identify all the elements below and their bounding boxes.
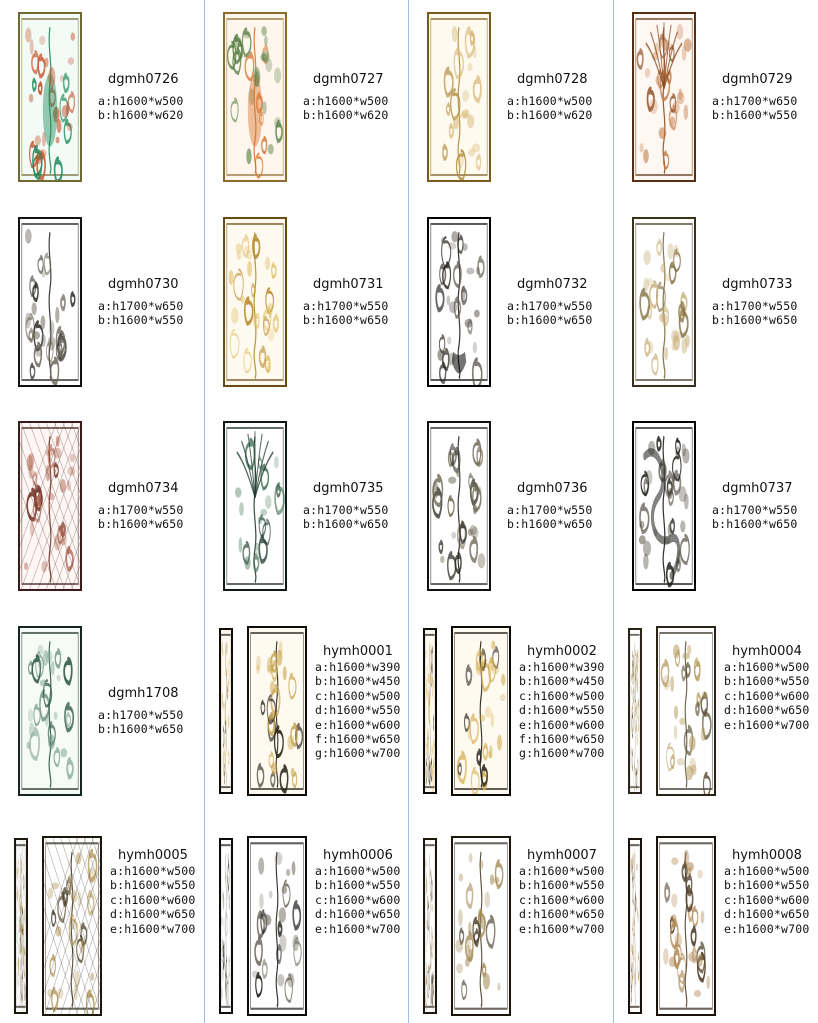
size-option: g:h1600*w700 xyxy=(519,746,605,761)
size-option: b:h1600*w650 xyxy=(507,313,593,328)
size-option: f:h1600*w650 xyxy=(519,732,605,747)
size-option: a:h1700*w650 xyxy=(712,94,798,108)
gate-panel-main-image xyxy=(656,836,716,1016)
product-code: hymh0006 xyxy=(323,848,393,863)
product-code: dgmh0736 xyxy=(517,481,588,496)
gate-panel-image xyxy=(427,12,491,182)
size-option: a:h1600*w500 xyxy=(110,864,196,878)
size-option: g:h1600*w700 xyxy=(315,746,401,761)
size-list xyxy=(303,503,388,532)
size-option: b:h1600*w650 xyxy=(98,517,184,532)
size-option: a:h1600*w500 xyxy=(315,864,401,878)
gate-panel-side-image xyxy=(423,838,437,1014)
gate-panel-image xyxy=(223,217,287,387)
product-tile xyxy=(0,614,204,818)
gate-panel-image xyxy=(632,217,696,387)
gate-panel-image xyxy=(18,421,82,591)
gate-panel-image xyxy=(223,12,287,182)
product-tile xyxy=(205,818,409,1022)
product-code: hymh0002 xyxy=(527,644,597,659)
gate-panel-image xyxy=(18,626,82,796)
size-option: b:h1600*w620 xyxy=(303,108,389,123)
size-option: b:h1600*w650 xyxy=(712,517,798,532)
size-option: b:h1600*w650 xyxy=(712,313,798,328)
size-option: b:h1600*w650 xyxy=(98,722,184,737)
product-code: dgmh0727 xyxy=(313,72,384,87)
product-code: dgmh0729 xyxy=(722,72,793,87)
size-option: b:h1600*w650 xyxy=(303,313,389,328)
product-tile xyxy=(0,205,204,409)
size-list xyxy=(98,94,183,123)
product-code: hymh0004 xyxy=(732,644,802,659)
size-option: a:h1700*w550 xyxy=(507,299,593,313)
gate-panel-side-image xyxy=(628,628,642,794)
size-option: a:h1700*w550 xyxy=(507,503,593,517)
product-tile xyxy=(205,614,409,818)
size-option: c:h1600*w500 xyxy=(519,688,605,703)
size-option: d:h1600*w550 xyxy=(315,703,401,718)
size-option: c:h1600*w500 xyxy=(315,688,401,703)
gate-panel-main-image xyxy=(247,836,307,1016)
size-option: b:h1600*w550 xyxy=(519,878,605,893)
size-option: e:h1600*w700 xyxy=(315,921,401,936)
size-list xyxy=(519,660,604,761)
gate-panel-main-image xyxy=(247,626,307,796)
product-tile xyxy=(205,0,409,204)
product-code: dgmh0737 xyxy=(722,481,793,496)
product-tile xyxy=(614,614,818,818)
product-tile xyxy=(0,0,204,204)
size-option: a:h1600*w500 xyxy=(98,94,184,108)
gate-panel-image xyxy=(632,12,696,182)
size-option: a:h1700*w650 xyxy=(98,299,184,313)
size-option: a:h1700*w550 xyxy=(712,503,798,517)
size-option: a:h1700*w550 xyxy=(303,299,389,313)
size-list xyxy=(98,299,183,328)
size-option: b:h1600*w550 xyxy=(315,878,401,893)
size-list xyxy=(315,864,400,936)
size-list xyxy=(303,94,388,123)
size-option: a:h1600*w390 xyxy=(315,660,401,674)
size-option: e:h1600*w700 xyxy=(519,921,605,936)
product-tile xyxy=(614,0,818,204)
product-code: dgmh0731 xyxy=(313,277,384,292)
size-option: e:h1600*w700 xyxy=(110,921,196,936)
size-option: b:h1600*w550 xyxy=(724,674,810,689)
size-list xyxy=(519,864,604,936)
gate-panel-main-image xyxy=(451,836,511,1016)
size-option: a:h1600*w500 xyxy=(303,94,389,108)
product-tile xyxy=(409,205,613,409)
size-option: e:h1600*w600 xyxy=(315,717,401,732)
product-tile xyxy=(614,409,818,613)
size-option: c:h1600*w600 xyxy=(519,892,605,907)
product-code: dgmh0734 xyxy=(108,481,179,496)
size-option: b:h1600*w620 xyxy=(98,108,184,123)
size-option: a:h1600*w500 xyxy=(519,864,605,878)
size-option: a:h1600*w500 xyxy=(724,660,810,674)
gate-panel-main-image xyxy=(451,626,511,796)
product-code: dgmh0735 xyxy=(313,481,384,496)
gate-panel-side-image xyxy=(628,838,642,1014)
size-option: e:h1600*w700 xyxy=(724,717,810,732)
size-option: c:h1600*w600 xyxy=(315,892,401,907)
size-option: b:h1600*w620 xyxy=(507,108,593,123)
product-code: hymh0008 xyxy=(732,848,802,863)
product-tile xyxy=(614,205,818,409)
size-option: d:h1600*w650 xyxy=(315,907,401,922)
size-list xyxy=(507,299,592,328)
product-code: dgmh0730 xyxy=(108,277,179,292)
size-list xyxy=(507,94,592,123)
size-option: a:h1700*w550 xyxy=(98,503,184,517)
size-list xyxy=(303,299,388,328)
size-option: a:h1700*w550 xyxy=(98,708,184,722)
product-code: dgmh0726 xyxy=(108,72,179,87)
size-option: b:h1600*w450 xyxy=(519,674,605,689)
product-tile xyxy=(205,205,409,409)
gate-panel-side-image xyxy=(423,628,437,794)
gate-panel-side-image xyxy=(219,838,233,1014)
product-tile xyxy=(0,818,204,1022)
size-list xyxy=(98,503,183,532)
size-option: a:h1700*w550 xyxy=(303,503,389,517)
size-option: b:h1600*w450 xyxy=(315,674,401,689)
size-list xyxy=(724,864,809,936)
gate-panel-side-image xyxy=(14,838,28,1014)
product-code: dgmh0728 xyxy=(517,72,588,87)
product-tile xyxy=(409,409,613,613)
size-option: a:h1600*w500 xyxy=(507,94,593,108)
size-option: b:h1600*w550 xyxy=(712,108,798,123)
size-list xyxy=(712,299,797,328)
size-list xyxy=(110,864,195,936)
gate-panel-main-image xyxy=(42,836,102,1016)
product-tile xyxy=(205,409,409,613)
size-option: d:h1600*w650 xyxy=(724,907,810,922)
gate-panel-image xyxy=(632,421,696,591)
product-tile xyxy=(409,614,613,818)
size-list xyxy=(315,660,400,761)
size-option: a:h1600*w390 xyxy=(519,660,605,674)
size-list xyxy=(724,660,809,732)
size-list xyxy=(712,503,797,532)
product-code: hymh0007 xyxy=(527,848,597,863)
size-option: b:h1600*w550 xyxy=(98,313,184,328)
size-list xyxy=(507,503,592,532)
size-option: b:h1600*w650 xyxy=(507,517,593,532)
product-tile xyxy=(614,818,818,1022)
product-code: dgmh0733 xyxy=(722,277,793,292)
size-option: f:h1600*w650 xyxy=(315,732,401,747)
gate-panel-image xyxy=(427,421,491,591)
size-option: b:h1600*w550 xyxy=(724,878,810,893)
gate-panel-image xyxy=(18,217,82,387)
size-option: a:h1600*w500 xyxy=(724,864,810,878)
size-option: d:h1600*w650 xyxy=(724,703,810,718)
size-option: c:h1600*w600 xyxy=(724,892,810,907)
size-list xyxy=(712,94,797,123)
size-option: b:h1600*w650 xyxy=(303,517,389,532)
size-option: d:h1600*w550 xyxy=(519,703,605,718)
product-tile xyxy=(0,409,204,613)
gate-panel-image xyxy=(223,421,287,591)
size-option: c:h1600*w600 xyxy=(110,892,196,907)
gate-panel-main-image xyxy=(656,626,716,796)
product-code: dgmh1708 xyxy=(108,686,179,701)
size-option: c:h1600*w600 xyxy=(724,688,810,703)
size-option: e:h1600*w700 xyxy=(724,921,810,936)
size-option: e:h1600*w600 xyxy=(519,717,605,732)
size-option: d:h1600*w650 xyxy=(519,907,605,922)
gate-panel-image xyxy=(18,12,82,182)
size-option: b:h1600*w550 xyxy=(110,878,196,893)
product-code: hymh0001 xyxy=(323,644,393,659)
gate-panel-side-image xyxy=(219,628,233,794)
size-list xyxy=(98,708,183,737)
product-code: hymh0005 xyxy=(118,848,188,863)
product-tile xyxy=(409,0,613,204)
gate-panel-image xyxy=(427,217,491,387)
product-tile xyxy=(409,818,613,1022)
product-code: dgmh0732 xyxy=(517,277,588,292)
size-option: d:h1600*w650 xyxy=(110,907,196,922)
size-option: a:h1700*w550 xyxy=(712,299,798,313)
